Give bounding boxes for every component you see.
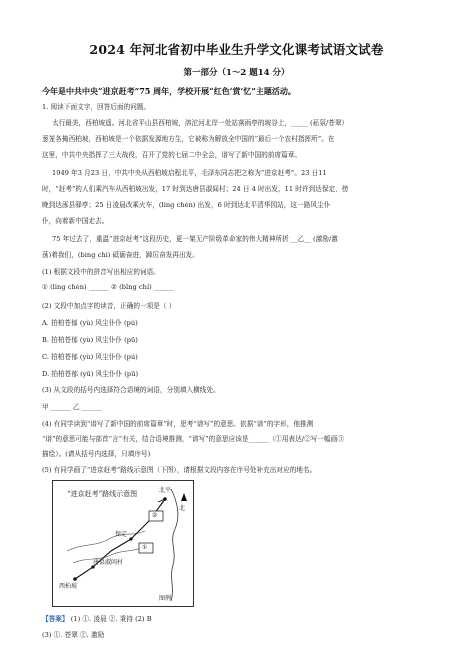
subquestion-2: (2) 文段中加点字的读音，正确的一项是（ ） (42, 302, 176, 310)
paragraph-2-line: 仆，向着新中国走去。 (42, 217, 109, 225)
beiping-point (163, 497, 167, 501)
subquestion-1-blanks: ① (ling chén) ______ ② (bǐng chí) ______ (42, 283, 174, 291)
paragraph-1-line: 太行最美，西柏坡遥。河北省平山县西柏坡，溶沱河北岸一处站落雨亭的坡谷上，_____ (菘氛/苍翠） (52, 119, 349, 127)
beiping-label: 北平 (159, 487, 172, 494)
north-mark: 北 (179, 505, 186, 512)
option-d: D. 拍柏苍郁 (yū) 风尘仆仆 (pū) (42, 370, 139, 378)
option-a: A. 拍柏苍郁 (yù) 风尘仆仆 (pú) (42, 319, 138, 327)
paragraph-2-line: 晚到达涿县驿亭；25 日凌晨改乘火车，(ling chén) 出发，6 时到达北平清华园站，这一路风尘仆 (42, 201, 331, 209)
paragraph-2-line: 时，“赶考”的人们乘汽车从西柏坡出发，17 时到达唐县淑闾村；24 日 4 时出发，11 时许到达保定，傍 (42, 185, 349, 193)
xibaipo-label: 西柏坡 (59, 583, 78, 590)
option-b: B. 拍柏苍郁 (yù) 风尘仆仆 (pū) (42, 336, 138, 344)
question-1-lead: 1. 阅读下面文字，回答后面的问题。 (42, 103, 151, 111)
region-border (171, 489, 178, 601)
paragraph-1-line: 这里，中共中央指挥了三大战役，召开了党的七届二中全会，谱写了新中国的前席篇章。 (42, 151, 302, 159)
blank-box-2-label: ② (152, 512, 158, 519)
tangxian-label: 唐县淑闾村 (93, 559, 124, 566)
baoding-point (129, 537, 132, 540)
paragraph-1-line: 葱茏各掩西柏坡，西柏坡是一个依据发源地方生，它被称为解放全中国的“最后一个农村指挥所”。在 (42, 135, 335, 143)
answer-line-2: (3) ①. 苍翠 ②. 激励 (42, 631, 105, 639)
subquestion-1: (1) 根据文段中的拼音写出相应的词语。 (42, 268, 160, 276)
answer-text-1: (1) ①. 凌晨 ②. 秉持 (2) B (70, 615, 152, 623)
subquestion-3: (3) 从文段的括号内选择符合语境的词语，分别填入横线处。 (42, 386, 220, 394)
paragraph-2-line: 1949 年3 月23 日，中共中央从西柏坡启程北平，毛泽东同志把之称为“进京赶考”。23 日11 (52, 169, 327, 177)
intro-text: 今年是中共中央“进京赶考”75 周年，学校开展“红色‘赏’忆”主题活动。 (42, 86, 296, 96)
answer-line-1 (42, 613, 152, 623)
river-line (67, 531, 148, 551)
route-map (52, 480, 194, 607)
subquestion-5: (5) 有同学画了“进京赶考”路线示意图（下图），请根据文段内容在序号处补充出对应的地名。 (42, 466, 317, 474)
baoding-label: 保定 (115, 531, 128, 538)
paragraph-3-line: 75 年过去了，重温“进京赶考”这段历史，更一架无产阶级革命家的伟大精神所折 __乙__ (激励/激 (52, 235, 338, 243)
subquestion-4-line: (4) 有同学读到“谱写了新中国的前席篇章”时，思考“谱写”的意思。依据“谱”的字形，他推测 (42, 420, 314, 428)
option-c: C. 拍柏苍郁 (yù) 风尘仆仆 (pú) (42, 353, 138, 361)
legend-label: 图例 (159, 595, 172, 602)
subquestion-4-line: “谱”的意思可能与部首“言”有关，结合语境推测，“谱写”的意思应该是______（①用表达/②写一幅画③ (42, 435, 344, 443)
compass-arrow-icon (181, 493, 187, 501)
blank-box-1-label: ① (142, 544, 148, 551)
map-title: “进京赶考”路线示意图 (67, 490, 138, 498)
page-title: 2024 年河北省初中毕业生升学文化课考试语文试卷 (89, 42, 384, 57)
answer-label: 【答案】 (42, 615, 69, 623)
paragraph-3-line: 荡)着我们，(bing chi) 砥砺奋进，踔厉奋发再出发。 (42, 251, 199, 259)
subquestion-4-line: 描绘）。(请从括号内选择，只填序号) (42, 450, 151, 458)
subquestion-3-blanks: 甲 ______ 乙 ______ (42, 403, 102, 411)
section-heading: 第一部分（1～2 题14 分） (183, 68, 290, 78)
